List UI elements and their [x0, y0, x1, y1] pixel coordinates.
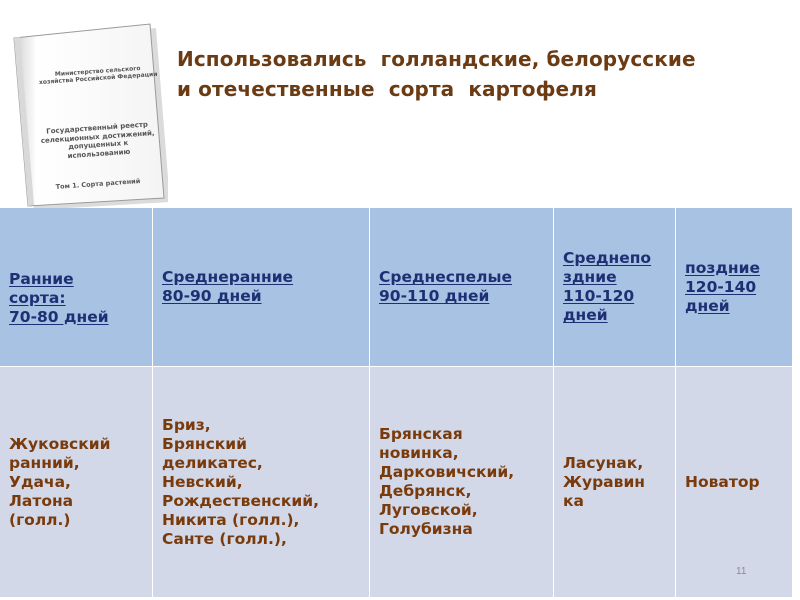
cover-ministry-text: Министерство сельского хозяйства Российской Федерации [38, 65, 158, 87]
cell-mid-season-varieties [370, 367, 554, 598]
header-mid-season [370, 208, 554, 367]
cover-title-text: Государственный реестр селекционных достижений, допущенных к использованию [40, 120, 155, 160]
slide-title-line-1: Использовались голландские, белорусские [177, 47, 696, 71]
cell-late-varieties [676, 367, 793, 598]
cell-early-varieties [0, 367, 153, 598]
header-early [0, 208, 153, 367]
cell-early-varieties-text: Жуковский ранний, Удача, Латона (голл.) [9, 434, 111, 529]
cell-mid-late-varieties [554, 367, 676, 598]
cell-late-varieties-text: Новатор [685, 472, 760, 491]
slide-title [177, 44, 787, 104]
header-early-text: Ранние сорта: 70-80 дней [9, 269, 109, 326]
header-mid-early-text: Среднеранние 80-90 дней [162, 268, 294, 305]
header-late [676, 208, 793, 367]
slide-title-line-2: и отечественные сорта картофеля [177, 77, 597, 101]
header-mid-early [153, 208, 370, 367]
header-late-text: поздние 120-140 дней [685, 258, 760, 315]
book-cover-image [8, 20, 168, 210]
potato-varieties-table [0, 208, 793, 598]
cover-volume-text: Том 1. Сорта растений [55, 177, 141, 191]
header-mid-late-text: Среднепо здние 110-120 дней [563, 249, 652, 324]
cell-mid-season-varieties-text: Брянская новинка, Дарковичский, Дебрянск, Луговской, Голубизна [379, 425, 515, 538]
cell-mid-early-varieties-text: Бриз, Брянский деликатес, Невский, Рождественский, Никита (голл.), Санте (голл.), [162, 415, 319, 548]
cell-mid-late-varieties-text: Ласунак, Журавин ка [563, 453, 646, 510]
cell-mid-early-varieties [153, 367, 370, 598]
page-number: 11 [736, 566, 747, 577]
header-mid-late [554, 208, 676, 367]
header-mid-season-text: Среднеспелые 90-110 дней [379, 268, 513, 305]
